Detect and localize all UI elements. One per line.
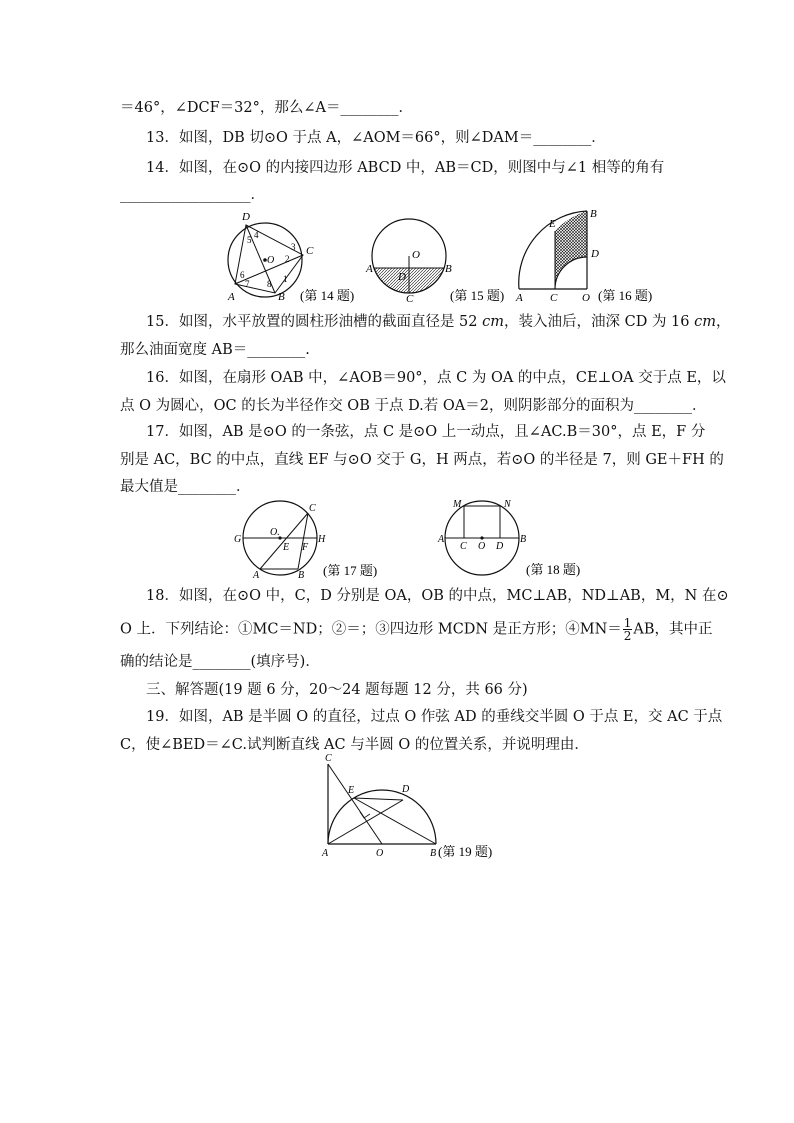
label-B: B — [445, 263, 452, 275]
label-D: D — [591, 248, 599, 260]
label-E: E — [283, 542, 290, 553]
label-O: O — [412, 249, 420, 261]
label-O: O — [376, 848, 384, 859]
caption-15: (第 15 题) — [450, 288, 505, 303]
q16-text-2: 点 O 为圆心，OC 的长为半径作交 OB 于点 D.若 OA＝2，则阴影部分的面积为________． — [120, 398, 707, 414]
label-A: A — [516, 292, 523, 304]
q14-blank: __________________． — [120, 187, 265, 203]
label-O: O — [478, 541, 486, 552]
caption-16: (第 16 题) — [598, 288, 653, 303]
angle-3: 3 — [291, 242, 296, 252]
section-3-heading: 三、解答题(19 题 6 分，20～24 题每题 12 分，共 66 分) — [146, 682, 528, 698]
label-C: C — [550, 292, 558, 304]
label-A: A — [366, 263, 373, 275]
angle-2: 2 — [285, 254, 290, 264]
q13-text: 13．如图，DB 切⊙O 于点 A，∠AOM＝66°，则∠DAM＝________． — [146, 130, 606, 146]
label-D: D — [496, 541, 504, 552]
q19-text-1: 19．如图，AB 是半圆 O 的直径，过点 O 作弦 AD 的垂线交半圆 O 于点 E，交 AC 于点 — [146, 709, 723, 725]
figure-18 — [436, 495, 596, 582]
q17-text-3: 最大值是________． — [120, 479, 251, 495]
label-A: A — [253, 570, 260, 581]
label-D: D — [398, 271, 406, 283]
angle-7: 7 — [245, 279, 250, 289]
caption-19: (第 19 题) — [438, 844, 493, 859]
label-A: A — [228, 291, 235, 303]
label-H: H — [318, 534, 326, 545]
q18-text-1: 18．如图，在⊙O 中，C，D 分别是 OA，OB 的中点，MC⊥AB，ND⊥AB，M，N 在⊙ — [146, 588, 729, 604]
q15-text-1: 15．如图，水平放置的圆柱形油槽的截面直径是 52 cm，装入油后，油深 CD 为 16 cm， — [146, 314, 731, 330]
q15-text-2: 那么油面宽度 AB＝________. — [120, 342, 310, 358]
fraction-one-half: $\frac{1}{2}$ — [623, 616, 632, 643]
label-D: D — [402, 784, 410, 795]
label-C: C — [309, 503, 316, 514]
label-D: D — [242, 211, 250, 223]
angle-6: 6 — [240, 270, 245, 280]
label-C: C — [306, 245, 314, 257]
q16-text-1: 16．如图，在扇形 OAB 中，∠AOB＝90°，点 C 为 OA 的中点，CE⊥OA 交于点 E，以 — [146, 370, 726, 386]
figure-19 — [318, 752, 508, 862]
q17-text-1: 17．如图，AB 是⊙O 的一条弦，点 C 是⊙O 上一动点，且∠AC.B＝30°，点 E，F 分 — [146, 424, 706, 440]
label-B: B — [520, 534, 527, 545]
figure-17 — [230, 498, 400, 582]
label-E: E — [348, 785, 355, 796]
angle-1: 1 — [283, 274, 288, 284]
label-A: A — [438, 534, 445, 545]
figure-15 — [360, 210, 510, 306]
figure-16 — [510, 205, 670, 306]
q18-text-2: O 上．下列结论：①MC＝ND；②＝；③四边形 MCDN 是正方形；④MN＝ $\frac{1}{2}$ AB，其中正 — [120, 616, 713, 643]
q12-continuation: ＝46°，∠DCF＝32°，那么∠A＝________． — [120, 100, 413, 116]
q14-text: 14．如图，在⊙O 的内接四边形 ABCD 中，AB＝CD，则图中与∠1 相等的角有 — [146, 160, 665, 176]
q17-text-2: 别是 AC，BC 的中点，直线 EF 与⊙O 交于 G，H 两点，若⊙O 的半径是 7，则 GE＋FH 的 — [120, 452, 724, 468]
caption-14: (第 14 题) — [300, 288, 355, 303]
label-C: C — [406, 293, 414, 305]
q18-text-3: 确的结论是________(填序号)． — [120, 654, 320, 670]
caption-18: (第 18 题) — [526, 562, 581, 577]
label-G: G — [234, 534, 242, 545]
angle-8: 8 — [267, 279, 272, 289]
angle-5: 5 — [247, 235, 252, 245]
q19-text-2: C，使∠BED＝∠C.试判断直线 AC 与半圆 O 的位置关系，并说明理由． — [120, 737, 589, 753]
label-O: O. — [270, 527, 280, 538]
label-B: B — [278, 291, 285, 303]
label-C: C — [325, 753, 332, 764]
label-E: E — [549, 218, 556, 230]
label-B: B — [590, 208, 597, 220]
label-B: B — [430, 848, 437, 859]
label-F: F — [302, 542, 309, 553]
label-C: C — [460, 541, 467, 552]
label-M: M — [453, 499, 462, 510]
caption-17: (第 17 题) — [323, 563, 378, 578]
label-N: N — [504, 499, 511, 510]
label-O: O — [267, 255, 275, 266]
label-A: A — [322, 848, 329, 859]
figure-14 — [218, 210, 368, 306]
label-B: B — [298, 570, 305, 581]
angle-4: 4 — [254, 230, 259, 240]
label-O: O — [582, 292, 590, 304]
